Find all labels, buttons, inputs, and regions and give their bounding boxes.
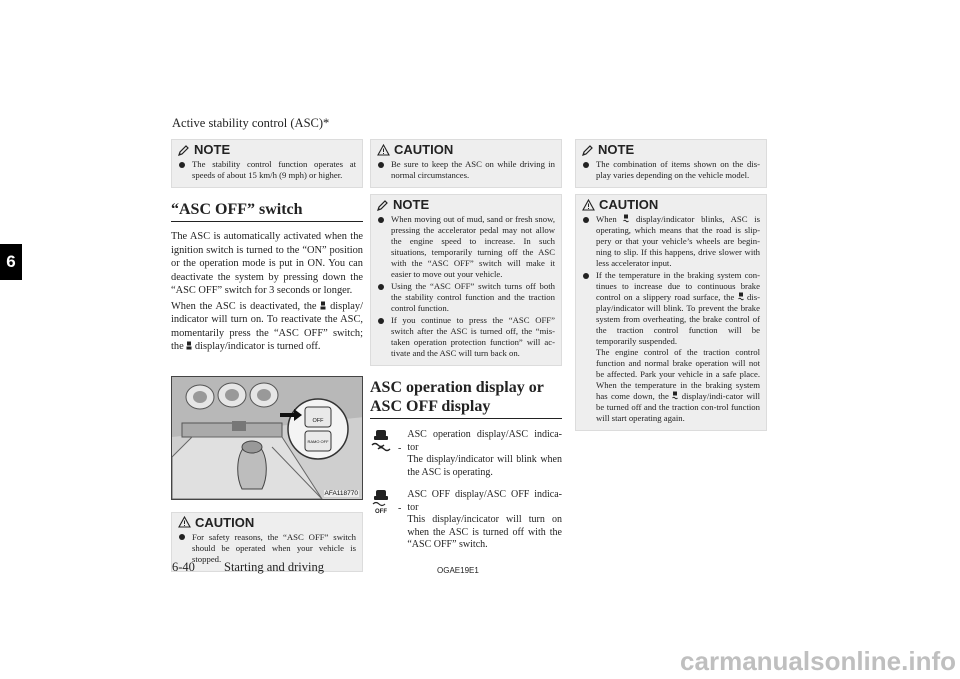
- note-item: When moving out of mud, sand or fresh snow, pressing the accelerator pedal may not allow the engine speed to increase. In such situations, temporarily turning off the ASC with the “ASC OFF” switch will make it easier to move out your vehicle.: [377, 214, 555, 280]
- indicator-dash: -: [398, 503, 402, 514]
- note-header: [172, 140, 362, 157]
- caution-label: CAUTION: [195, 514, 255, 530]
- indicator-icon-cell: [370, 429, 396, 479]
- caution-item: Be sure to keep the ASC on while driving in normal circumstances.: [377, 159, 555, 181]
- indicator-dash: -: [398, 443, 402, 454]
- caution-item: If the temperature in the braking system con-tinues to increase due to continuous brake control on a slippery road surface, the dis-play/indicator will blink. To prevent the brake system from overheating, the brake control of the traction control function will be temporarily suspended. The engine control of the traction control function and normal brake operation will not be affected. Park your vehicle in a safe place. When the temperature in the braking system has come down, the display/indi-cator will be turned off and the traction con-trol function will start operating again.: [582, 270, 760, 424]
- caution-header: [371, 140, 561, 157]
- note-box: [171, 139, 363, 188]
- caution-item: When display/indicator blinks, ASC is operating, which means that the road is slip-pery or that your vehicle’s wheels are begin-ning to slip. If this happens, drive slower with less accelerator input.: [582, 214, 760, 269]
- section-title-asc-off-switch: “ASC OFF” switch: [171, 200, 363, 222]
- note-pencil-icon: [178, 144, 190, 156]
- caution-header: [576, 195, 766, 212]
- watermark: carmanualsonline.info: [680, 646, 956, 676]
- switch-off-label: OFF: [312, 417, 324, 424]
- note-label: NOTE: [598, 142, 635, 157]
- caution-header: [172, 513, 362, 530]
- caution-box: [370, 139, 562, 188]
- caution-item: For safety reasons, the “ASC OFF” switch should be operated when your vehicle is stopped.: [178, 532, 356, 565]
- console-switch-figure: [171, 376, 363, 500]
- note-item: If you continue to press the “ASC OFF” switch after the ASC is turned off, the “mis-taken operation protection function” will ac-tivate and the ASC will turn back on.: [377, 315, 555, 359]
- note-box: [575, 139, 767, 188]
- paragraph: The ASC is automatically activated when the ignition switch is turned to the “ON” position or the operation mode is put in ON. You can deactivate the system by pressing down the “ASC OFF” switch for 3 seconds or longer.: [171, 231, 363, 296]
- off-icon-label: OFF: [375, 509, 387, 515]
- footer-section-name: Starting and driving: [224, 560, 324, 574]
- section-title-asc-display: ASC operation display or ASC OFF display: [370, 378, 562, 419]
- asc-off-car-icon: [370, 489, 392, 515]
- note-box: [370, 194, 562, 366]
- note-header: [371, 195, 561, 212]
- note-label: NOTE: [393, 197, 430, 212]
- indicator-description: ASC OFF display/ASC OFF indica-tor This display/incicator will turn on when the ASC is turned off with the “ASC OFF” switch.: [407, 489, 562, 550]
- console-illustration: [172, 377, 363, 499]
- column-right: [575, 139, 767, 437]
- note-item: The stability control function operates at speeds of about 15 km/h (9 mph) or higher.: [178, 159, 356, 181]
- chapter-tab: 6: [0, 244, 22, 280]
- warning-triangle-icon: [178, 516, 191, 528]
- note-pencil-icon: [377, 199, 389, 211]
- indicator-row: [370, 489, 562, 552]
- note-item: Using the “ASC OFF” switch turns off both the stability control function and the traction control function.: [377, 281, 555, 314]
- column-middle: [370, 139, 562, 560]
- caution-label: CAUTION: [394, 142, 454, 157]
- footer-doc-code: OGAE19E1: [437, 566, 479, 575]
- warning-triangle-icon: [377, 144, 390, 156]
- indicator-row: [370, 429, 562, 479]
- caution-box: [575, 194, 767, 431]
- footer-page-number: 6-40: [172, 560, 195, 574]
- paragraph: When the ASC is deactivated, the display/ indicator will turn on. To reactivate the ASC, momentarily press the “ASC OFF” switch; the display/indicator is turned off.: [171, 300, 364, 352]
- indicator-icon-cell: [370, 489, 396, 552]
- column-left: [171, 139, 363, 578]
- asc-operating-car-icon: [370, 429, 392, 453]
- figure-code: AFA118770: [324, 489, 358, 497]
- caution-label: CAUTION: [599, 197, 659, 212]
- warning-triangle-icon: [582, 199, 595, 211]
- switch-ramo-label: RAMO OFF: [307, 438, 329, 444]
- note-pencil-icon: [582, 144, 594, 156]
- note-label: NOTE: [194, 142, 231, 157]
- note-header: [576, 140, 766, 157]
- note-item: The combination of items shown on the dis-play varies depending on the vehicle model.: [582, 159, 760, 181]
- page-header-title: Active stability control (ASC)*: [172, 116, 330, 130]
- indicator-description: ASC operation display/ASC indica-tor The display/indicator will blink when the ASC is operating.: [407, 429, 562, 478]
